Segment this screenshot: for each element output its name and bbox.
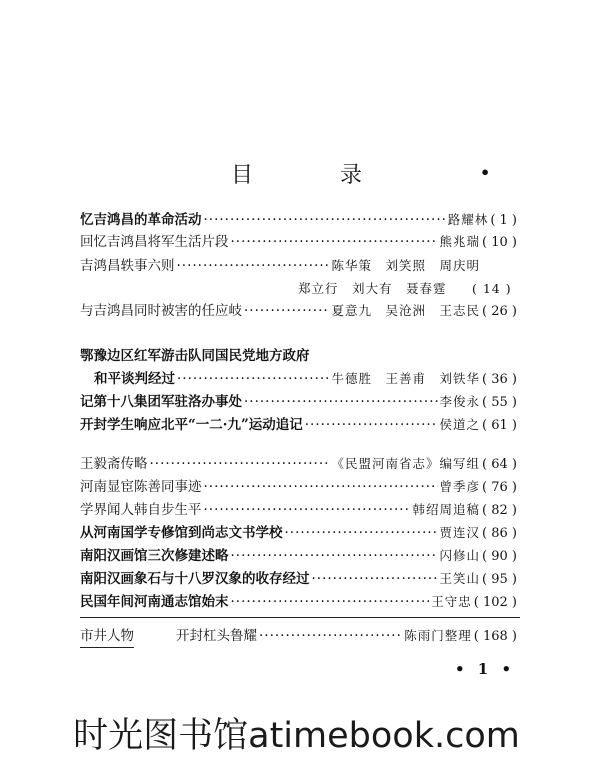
toc-leader — [177, 369, 330, 389]
toc-entry[interactable] — [80, 500, 517, 520]
toc-entry-title: 河南显宦陈善同事迹 — [80, 479, 202, 495]
toc-entry-author: 陈华策 刘笑照 周庆明 — [331, 258, 480, 273]
toc-entry-title: 民国年间河南通志馆始末 — [80, 594, 229, 610]
toc-leader — [150, 454, 330, 474]
toc-entry-page: ( 90 ) — [482, 549, 517, 564]
footer-toc-entry[interactable] — [176, 627, 517, 647]
toc-entry-author: 路耀林 — [447, 212, 489, 227]
toc-entry-page: ( 168 ) — [473, 629, 517, 644]
toc-leader — [204, 477, 438, 497]
toc-entry[interactable] — [80, 569, 517, 589]
toc-entry[interactable] — [80, 210, 517, 230]
toc-entry-page: ( 26 ) — [482, 304, 517, 319]
toc-entry-heading[interactable] — [80, 346, 517, 366]
toc-entry-title: 记第十八集团军驻洛办事处 — [80, 394, 242, 410]
toc-entry-author: 贾连汉 — [439, 525, 481, 540]
toc-leader — [177, 256, 330, 276]
toc-entry-title: 与吉鸿昌同时被害的任应岐 — [80, 303, 242, 319]
toc-entry-page: ( 36 ) — [482, 372, 517, 387]
toc-entry-title: 王毅斋传略 — [80, 456, 148, 472]
toc-entry-page: ( 61 ) — [482, 418, 517, 433]
toc-leader — [231, 232, 438, 252]
toc-entry-page: ( 10 ) — [482, 235, 517, 250]
toc-leader — [231, 546, 438, 566]
toc-entry-author: 牛德胜 王善甫 刘铁华 — [331, 371, 481, 386]
toc-entry-title: 忆吉鸿昌的革命活动 — [80, 212, 202, 228]
toc-leader — [285, 523, 438, 543]
toc-entry-page: ( 1 ) — [490, 213, 517, 228]
toc-leader — [312, 569, 438, 589]
toc-entry-page: ( 55 ) — [482, 395, 517, 410]
toc-entry-title: 吉鸿昌轶事六则 — [80, 258, 175, 274]
toc-entry-title: 鄂豫边区红军游击队同国民党地方政府 — [80, 348, 310, 364]
footer-section-label: 市井人物 — [80, 627, 134, 648]
toc-entry[interactable] — [80, 256, 480, 276]
toc-leader — [204, 500, 411, 520]
toc-leader — [259, 627, 402, 645]
toc-entry[interactable] — [80, 392, 517, 412]
toc-entry-author: 王笑山 — [439, 571, 481, 586]
toc-entry-page: ( 64 ) — [482, 457, 517, 472]
toc-entry-author: 《民盟河南省志》编写组 — [331, 456, 481, 471]
toc-entry[interactable] — [80, 301, 517, 321]
toc-entry-title: 从河南国学专修馆到尚志文书学校 — [80, 525, 283, 541]
toc-entry-author: 熊兆瑞 — [439, 234, 481, 249]
toc-entry-page: ( 14 ) — [472, 281, 512, 296]
toc-entry-author: 曾季彦 — [439, 479, 481, 494]
toc-entry-author: 李俊永 — [439, 394, 481, 409]
toc-entry[interactable] — [94, 369, 517, 389]
toc-entry[interactable] — [80, 546, 517, 566]
corner-mark: • — [480, 163, 491, 182]
toc-entry-title: 开封杠头鲁耀 — [176, 628, 257, 644]
toc-leader — [244, 301, 330, 321]
toc-entry-page: ( 82 ) — [482, 503, 517, 518]
toc-entry-author: 侯道之 — [439, 417, 481, 432]
toc-entry[interactable] — [80, 415, 517, 435]
toc-leader — [244, 392, 438, 412]
toc-entry-author: 韩绍周追稿 — [412, 502, 481, 517]
toc-entry-author: 夏意九 吴沧洲 王志民 — [331, 303, 481, 318]
toc-entry-page: ( 86 ) — [482, 526, 517, 541]
toc-entry-title: 开封学生响应北平“一二·九”运动追记 — [80, 417, 303, 433]
page-title: 目 录 — [231, 163, 402, 188]
toc-entry-author: 陈雨门整理 — [404, 628, 472, 643]
toc-entry[interactable] — [80, 592, 517, 612]
toc-entry-title: 和平谈判经过 — [94, 371, 175, 387]
page-number: • 1 • — [455, 660, 516, 678]
toc-leader — [305, 415, 438, 435]
toc-leader — [204, 210, 446, 230]
footer-divider — [80, 617, 520, 618]
toc-entry[interactable] — [80, 477, 517, 497]
toc-entry-page: ( 76 ) — [482, 480, 517, 495]
watermark: 时光图书馆atimebook.com — [73, 716, 520, 756]
toc-entry-title: 南阳汉画馆三次修建述略 — [80, 548, 229, 564]
toc-leader — [231, 592, 430, 612]
toc-entry-title: 学界闻人韩自步生平 — [80, 502, 202, 518]
toc-entry-title: 回忆吉鸿昌将军生活片段 — [80, 234, 229, 250]
toc-entry[interactable] — [80, 232, 517, 252]
toc-entry-page: ( 95 ) — [482, 572, 517, 587]
toc-entry-title: 南阳汉画象石与十八罗汉象的收存经过 — [80, 571, 310, 587]
toc-entry[interactable] — [80, 454, 517, 474]
toc-entry[interactable] — [80, 523, 517, 543]
toc-entry-page: ( 102 ) — [473, 595, 517, 610]
toc-entry-author: 闪修山 — [439, 548, 481, 563]
toc-entry-author: 王守忠 — [431, 594, 472, 609]
toc-entry-author-continued: 郑立行 刘大有 聂春霆 — [298, 281, 447, 296]
